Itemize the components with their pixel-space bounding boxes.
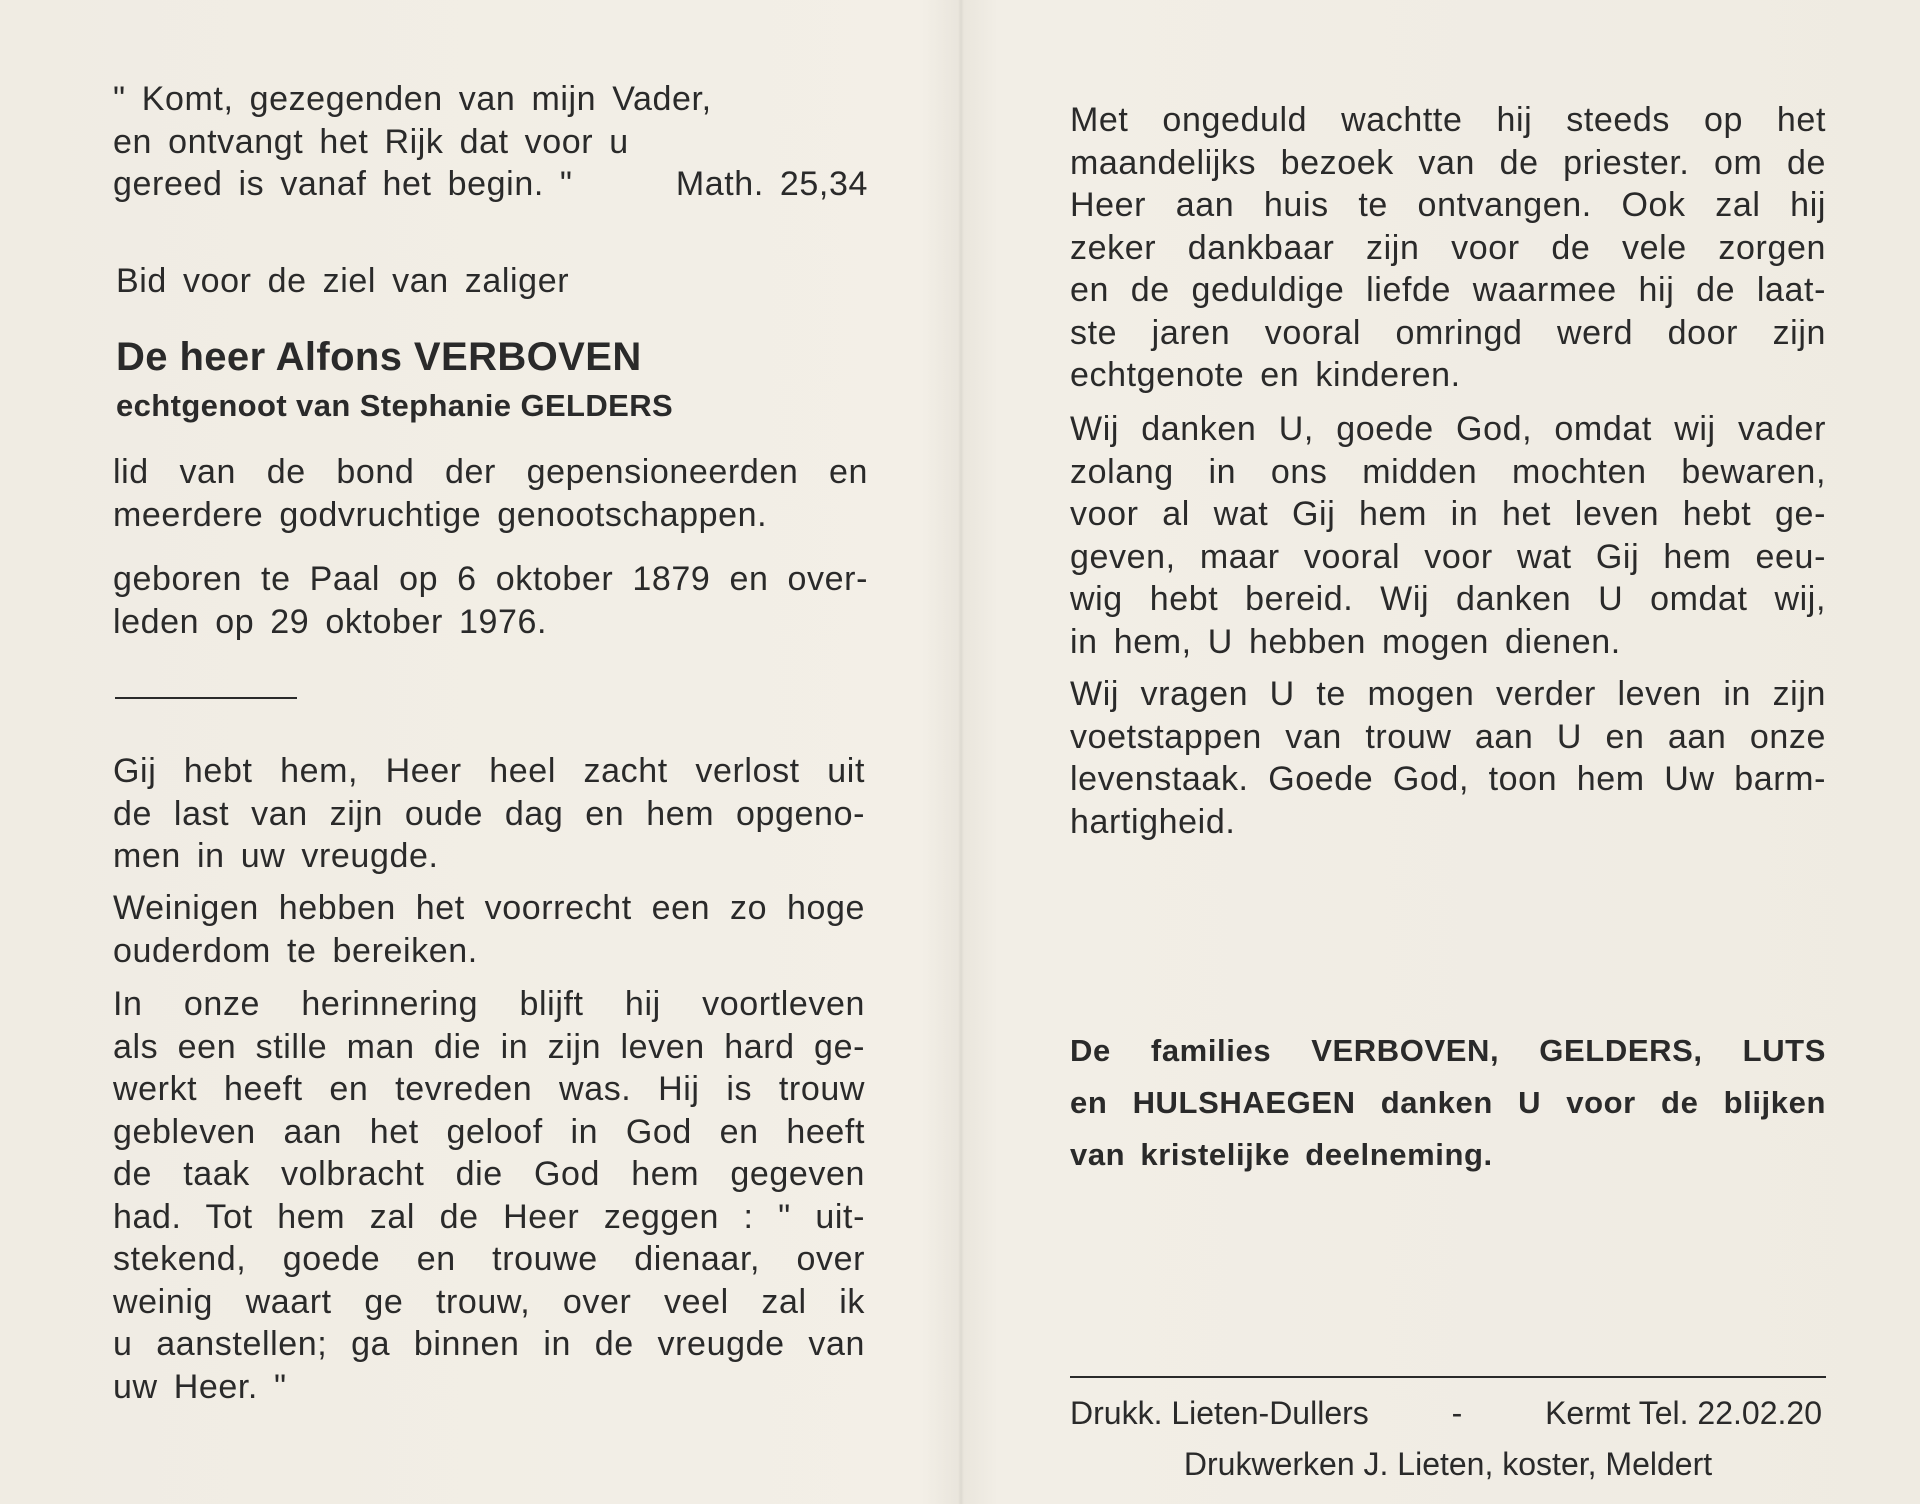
prayer-intro: Bid voor de ziel van zaliger: [116, 262, 570, 300]
paragraph-priest-visit: [1070, 99, 1826, 397]
text-line: wig hebt bereid. Wij danken U omdat wij,: [1070, 580, 1826, 618]
text-line: en de geduldige liefde waarmee hij de laat-: [1070, 271, 1826, 309]
footer-divider: [1070, 1376, 1826, 1378]
text-line: in hem, U hebben mogen dienen.: [1070, 622, 1621, 661]
membership-line: lid van de bond der gepensioneerden en: [113, 453, 868, 491]
life-dates: [113, 558, 868, 643]
quote-reference: Math. 25,34: [675, 165, 868, 203]
text-line: men in uw vreugde.: [113, 837, 439, 875]
family-thanks: [1070, 1025, 1826, 1181]
spouse-line: echtgenoot van Stephanie GELDERS: [116, 388, 674, 423]
paragraph-request: [1070, 673, 1826, 843]
text-line: hartigheid.: [1070, 802, 1236, 841]
text-line: werkt heeft en tevreden was. Hij is trouw: [113, 1070, 865, 1108]
text-line: Met ongeduld wachtte hij steeds op het: [1070, 101, 1826, 139]
text-line: u aanstellen; ga binnen in de vreugde van: [113, 1325, 865, 1363]
text-line: voor al wat Gij hem in het leven hebt ge-: [1070, 495, 1826, 533]
printer-name: Drukk. Lieten-Dullers: [1070, 1395, 1369, 1431]
section-divider: [115, 697, 297, 699]
thanks-line: en HULSHAEGEN danken U voor de blijken: [1070, 1085, 1826, 1120]
text-line: ste jaren vooral omringd werd door zijn: [1070, 313, 1826, 352]
life-dates-line: leden op 29 oktober 1976.: [113, 602, 548, 641]
text-line: weinig waart ge trouw, over veel zal ik: [113, 1282, 865, 1321]
text-line: maandelijks bezoek van de priester. om de: [1070, 143, 1826, 182]
life-dates-line: geboren te Paal op 6 oktober 1879 en over-: [113, 560, 868, 598]
thanks-line: De families VERBOVEN, GELDERS, LUTS: [1070, 1033, 1826, 1068]
text-line: Heer aan huis te ontvangen. Ook zal hij: [1070, 186, 1826, 224]
paragraph-release: [113, 750, 865, 878]
text-line: Gij hebt hem, Heer heel zacht verlost uit: [113, 752, 865, 790]
membership-line: meerdere godvruchtige genootschappen.: [113, 495, 768, 534]
membership-text: [113, 451, 868, 536]
text-line: Weinigen hebben het voorrecht een zo hoge: [113, 889, 865, 927]
text-line: voetstappen van trouw aan U en aan onze: [1070, 717, 1826, 756]
paragraph-memory: [113, 983, 865, 1408]
text-line: echtgenote en kinderen.: [1070, 356, 1461, 394]
printer-separator: -: [1451, 1395, 1463, 1431]
text-line: ouderdom te bereiken.: [113, 931, 478, 970]
printer-second-line: Drukwerken J. Lieten, koster, Meldert: [1183, 1446, 1713, 1482]
text-line: uw Heer. ": [113, 1367, 287, 1406]
center-fold: [958, 0, 964, 1504]
paragraph-old-age: [113, 887, 865, 972]
text-line: zolang in ons midden mochten bewaren,: [1070, 452, 1826, 491]
quote-line: " Komt, gezegenden van mijn Vader,: [113, 80, 712, 118]
text-line: had. Tot hem zal de Heer zeggen : " uit-: [113, 1197, 865, 1236]
text-line: gebleven aan het geloof in God en heeft: [113, 1112, 865, 1151]
text-line: In onze herinnering blijft hij voortleven: [113, 985, 865, 1023]
quote-line: en ontvangt het Rijk dat voor u: [113, 122, 629, 161]
text-line: de last van zijn oude dag en hem opgeno-: [113, 794, 865, 833]
thanks-line: van kristelijke deelneming.: [1070, 1137, 1493, 1172]
text-line: de taak volbracht die God hem gegeven: [113, 1155, 865, 1193]
printer-line: [1070, 1392, 1822, 1434]
paragraph-thanks-god: [1070, 408, 1826, 663]
text-line: Wij danken U, goede God, omdat wij vader: [1070, 410, 1826, 448]
deceased-name: De heer Alfons VERBOVEN: [116, 335, 642, 379]
text-line: zeker dankbaar zijn voor de vele zorgen: [1070, 228, 1826, 267]
quote-line: gereed is vanaf het begin. ": [113, 165, 573, 203]
printer-phone: Kermt Tel. 22.02.20: [1545, 1395, 1822, 1431]
text-line: Wij vragen U te mogen verder leven in zijn: [1070, 675, 1826, 713]
bible-quote: [113, 78, 868, 206]
text-line: geven, maar vooral voor wat Gij hem eeu-: [1070, 537, 1826, 576]
text-line: levenstaak. Goede God, toon hem Uw barm-: [1070, 760, 1826, 798]
text-line: als een stille man die in zijn leven hard ge-: [113, 1027, 865, 1066]
text-line: stekend, goede en trouwe dienaar, over: [113, 1240, 865, 1278]
